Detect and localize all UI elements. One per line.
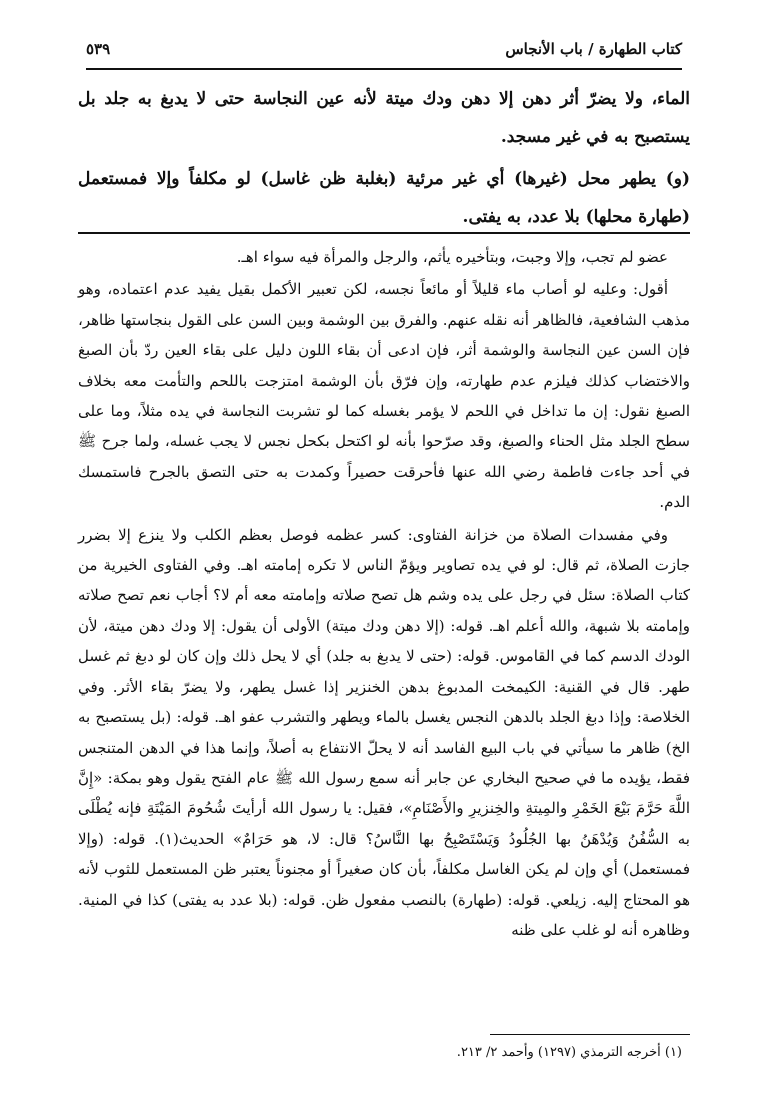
commentary-paragraph: أقول: وعليه لو أصاب ماء قليلاً أو مائعاً نجسه، لكن تعبير الأكمل بقيل يفيد عدم اعتماده، وهو مذهب الشافعية، فالظاهر أنه نقله عنهم. والفرق بين الوشمة وبين السن على القول بنجاستها ظاهر، فإن السن عين النجاسة والوشمة أثر، فإن ادعى أن بقاء اللون دليل على بقاء العين ردّ بأن الصبغ والاختضاب كذلك فيلزم عدم طهارته، وإن فرّق بأن الوشمة امتزجت باللحم والتأمت معه بخلاف الصبغ نقول: إن ما تداخل في اللحم لا يؤمر بغسله كما لو تشربت النجاسة في يده مثلاً، وما على سطح الجلد مثل الحناء والصبغ، وقد صرّحوا بأنه لو اكتحل بكحل نجس لا يجب غسله، ولما جرح ﷺ في أحد جاءت فاطمة رضي الله عنها فأحرقت حصيراً وكمدت به حتى التصق بالجرح فاستمسك الدم. [78,280,690,512]
footnote-divider [490,1034,690,1035]
main-text [78,80,690,236]
footnotes [78,1042,682,1064]
commentary-paragraph: عضو لم تجب، وإلا وجبت، وبتأخيره يأثم، والرجل والمرأة فيه سواء اهـ. [236,248,668,266]
text-commentary-divider [78,232,690,234]
commentary-paragraph: وفي مفسدات الصلاة من خزانة الفتاوى: كسر عظمه فوصل بعظم الكلب ولا ينزع إلا بضرر جازت الصلاة، ثم قال: لو في يده تصاوير ويؤمّ الناس لا تكره إمامته اهـ. وفي الفتاوى الخيرية من كتاب الصلاة: سئل في رجل على يده وشم هل تصح صلاته وإمامته معه أم لا؟ أجاب نعم تصح صلاته وإمامته بلا شبهة، والله أعلم اهـ. قوله: (إلا دهن ودك ميتة) الأولى أن يقول: إلا ودك دهن ميتة، لأن الودك الدسم كما في القاموس. قوله: (حتى لا يدبغ به جلد) أي لا يحل ذلك وإن كان لو دبغ ثم غسل طهر. قال في القنية: الكيمخت المدبوغ بدهن الخنزير إذا غسل يطهر، ولا يضرّ بقاء الأثر. وفي الخلاصة: وإذا دبغ الجلد بالدهن النجس يغسل بالماء ويطهر والتشرب عفو اهـ. قوله: (بل يستصبح به الخ) ظاهر ما سيأتي في باب البيع الفاسد أنه لا يحلّ الانتفاع به أصلاً، وإنما هذا في الدهن المتنجس فقط، يؤيده ما في صحيح البخاري عن جابر أنه سمع رسول الله ﷺ عام الفتح يقول وهو بمكة: «إِنَّ اللَّهَ حَرَّمَ بَيْعَ الخَمْرِ والمِيتةِ والخِنزيرِ والأَصْنَامِ»، فقيل: يا رسول الله أرأيتَ شُحُومَ المَيْتَةِ فإنه يُطْلَى به السُّفُنُ وَيُدْهَنُ بها الجُلُودُ وَيَسْتَصْبِحُ بها النَّاسُ؟ قال: لا، هو حَرَامٌ» الحديث(١). قوله: (وإلا فمستعمل) أي وإن لم يكن الغاسل مكلفاً، بأن كان صغيراً أو مجنوناً يعتبر ظن المستعمل للثوب لأنه هو المحتاج إليه. زيلعي. قوله: (طهارة) بالنصب مفعول ظن. قوله: (بلا عدد به يفتى) كذا في المنية. وظاهره أنه لو غلب على ظنه [78,525,690,939]
commentary [78,242,690,945]
main-text-paragraph: (و) يطهر محل (غيرها) أي غير مرئية (بغلبة ظن غاسل) لو مكلفاً وإلا فمستعمل (طهارة محلها) بلا عدد، به يفتى. [78,169,690,227]
page-number: ٥٣٩ [86,40,111,58]
main-text-paragraph: الماء، ولا يضرّ أثر دهن إلا دهن ودك ميتة لأنه عين النجاسة حتى لا يدبغ به جلد بل يستصبح به في غير مسجد. [78,89,690,147]
footnote: (١) أخرجه الترمذي (١٢٩٧) وأحمد ٢/ ٢١٣. [456,1045,682,1060]
running-head: كتاب الطهارة / باب الأنجاس [505,40,682,58]
page-header [86,34,682,70]
